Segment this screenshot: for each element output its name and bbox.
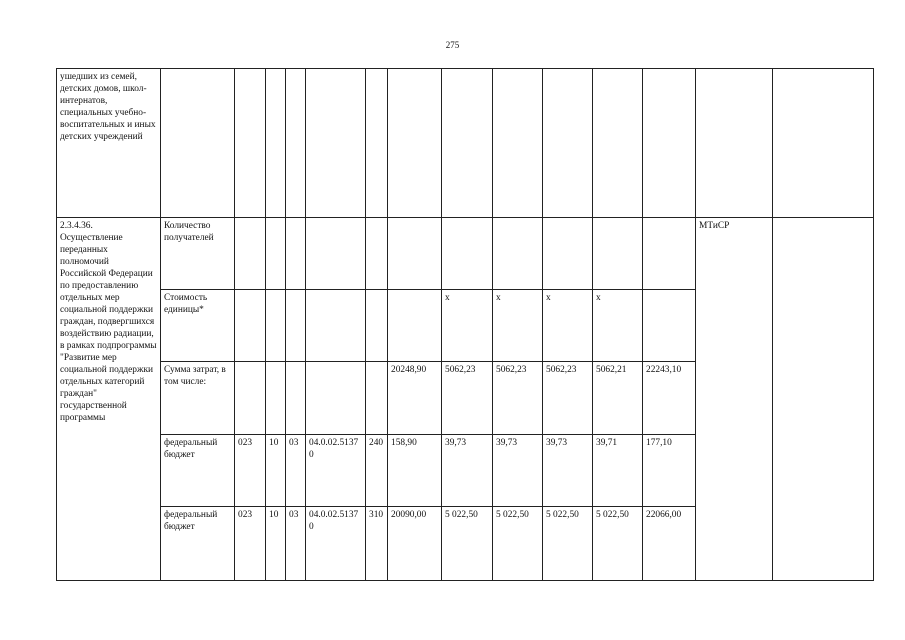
cell-pr — [286, 362, 306, 435]
cell-csr — [306, 290, 366, 362]
cell-grbs — [235, 362, 266, 435]
cell-year — [643, 290, 696, 362]
cell-q2: х — [493, 290, 543, 362]
cell-q1 — [442, 218, 493, 290]
cell-year — [643, 218, 696, 290]
table-row — [57, 218, 874, 290]
cell-pr — [286, 290, 306, 362]
cell-rz — [266, 290, 286, 362]
row-indicator: федеральный бюджет — [161, 435, 235, 507]
cell-q2: 39,73 — [493, 435, 543, 507]
cell-rz — [266, 218, 286, 290]
top-row-description: ушедших из семей, детских домов, школ-интернатов, специальных учебно-воспитательных и иных детских учреждений — [57, 69, 161, 218]
row-indicator: Сумма затрат, в том числе: — [161, 362, 235, 435]
cell-pr: 03 — [286, 507, 306, 581]
cell-total: 20090,00 — [388, 507, 442, 581]
cell-grbs — [235, 218, 266, 290]
cell-total — [388, 218, 442, 290]
cell-pr: 03 — [286, 435, 306, 507]
cell-csr — [306, 362, 366, 435]
cell-q3 — [543, 218, 593, 290]
cell-q3: 5 022,50 — [543, 507, 593, 581]
cell-rz: 10 — [266, 435, 286, 507]
cell-total: 158,90 — [388, 435, 442, 507]
cell-csr: 04.0.02.51370 — [306, 507, 366, 581]
table-row — [57, 69, 874, 218]
cell-q1: 39,73 — [442, 435, 493, 507]
cell-total: 20248,90 — [388, 362, 442, 435]
cell-grbs: 023 — [235, 507, 266, 581]
cell-q2 — [493, 218, 543, 290]
cell-q3: 5062,23 — [543, 362, 593, 435]
cell-year: 22243,10 — [643, 362, 696, 435]
cell-rz: 10 — [266, 507, 286, 581]
cell-q2: 5 022,50 — [493, 507, 543, 581]
cell-q2: 5062,23 — [493, 362, 543, 435]
cell-total — [388, 290, 442, 362]
cell-rz — [266, 362, 286, 435]
cell-q1: 5062,23 — [442, 362, 493, 435]
cell-csr — [306, 218, 366, 290]
cell-q1: х — [442, 290, 493, 362]
cell-vr: 240 — [366, 435, 388, 507]
cell-grbs — [235, 290, 266, 362]
row-indicator: Стоимость единицы* — [161, 290, 235, 362]
cell-csr: 04.0.02.51370 — [306, 435, 366, 507]
cell-q1: 5 022,50 — [442, 507, 493, 581]
budget-table — [56, 68, 874, 581]
cell-year: 177,10 — [643, 435, 696, 507]
cell-pr — [286, 218, 306, 290]
row-indicator: Количество получателей — [161, 218, 235, 290]
cell-q4: 5062,21 — [593, 362, 643, 435]
page-number: 275 — [445, 40, 460, 50]
cell-vr — [366, 218, 388, 290]
cell-q4: 5 022,50 — [593, 507, 643, 581]
responsible-executor: МТиСР — [696, 218, 773, 581]
cell-year: 22066,00 — [643, 507, 696, 581]
cell-vr — [366, 290, 388, 362]
cell-grbs: 023 — [235, 435, 266, 507]
cell-q3: 39,73 — [543, 435, 593, 507]
cell-q4 — [593, 218, 643, 290]
cell-q4: х — [593, 290, 643, 362]
cell-vr: 310 — [366, 507, 388, 581]
cell-q3: х — [543, 290, 593, 362]
cell-q4: 39,71 — [593, 435, 643, 507]
section-title: 2.3.4.36. Осуществление переданных полномочий Российской Федерации по предоставлению отдельных мер социальной поддержки граждан, подвергшихся воздействию радиации, в рамках подпрограммы "Развитие мер социальной поддержки отдельных категорий граждан" государственной программы — [57, 218, 161, 581]
row-indicator: федеральный бюджет — [161, 507, 235, 581]
cell-vr — [366, 362, 388, 435]
